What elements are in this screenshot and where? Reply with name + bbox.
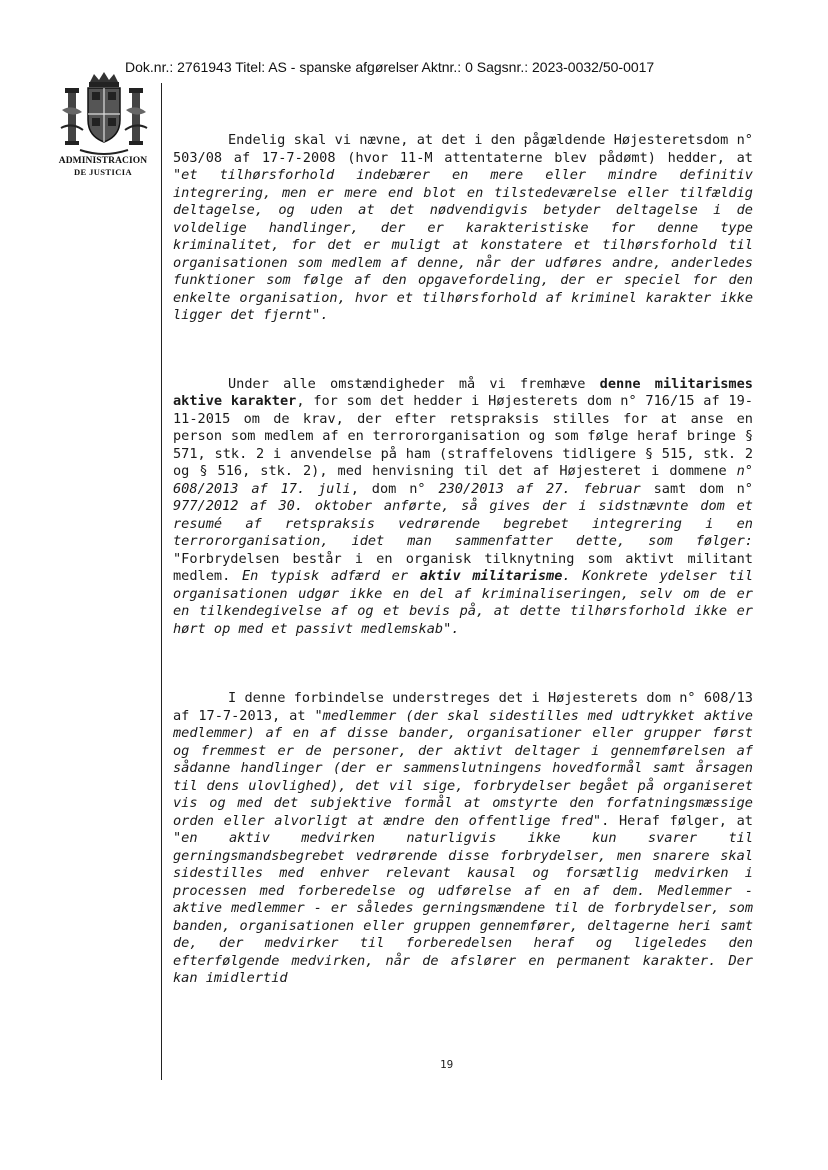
paragraph-2-italic-3: 977/2012 af 30. oktober anførte, så gives der i sidstnævnte dom et resumé af retspraksis vedrørende begrebet integrering i en terrororganisation, idet man sammenfatter dette, som følger:	[173, 498, 753, 549]
paragraph-2	[173, 376, 753, 639]
paragraph-3-text-1: I denne forbindelse understreges det i Højesterets dom n° 608/13 af 17-7-2013, at	[173, 690, 753, 724]
paragraph-2-bold-1: denne militarismes aktive karakter	[173, 375, 753, 409]
seal-line-1: ADMINISTRACION	[58, 156, 148, 166]
paragraph-2-text-2: , for som det hedder i Højesterets dom n° 716/15 af 19-11-2015 om de krav, der efter retspraksis stilles for at anse en person som medlem af en terrororganisation og som følge heraf bringe § 571, stk. 2 i anvendelse på ham (straffelovens tidligere § 515, stk. 2 og § 516, stk. 2), med henvisning til det af Højesteret i dommene	[173, 393, 753, 479]
paragraph-2-text-4: samt dom n°	[640, 480, 753, 497]
margin-rule	[161, 83, 162, 1080]
seal-line-2: DE JUSTICIA	[73, 167, 132, 177]
paragraph-1	[173, 132, 753, 325]
paragraph-2-text-5: "Forbrydelsen består i en organisk tilknytning som aktivt militant medlem.	[173, 550, 753, 584]
paragraph-2-bold-italic: aktiv militarisme	[419, 568, 563, 584]
paragraph-3-quote-1: "medlemmer (der skal sidestilles med udtrykket aktive medlemmer) af en af disse bander, organisationer eller grupper først og fremmest er de personer, der aktivt deltager i gennemførelsen af sådanne handlinger (der er sammenslutningens hovedformål samt årsagen til dens ulovlighed), det vil sige, forbrydelser begået på organiseret vis og med det subjektive formål at omstyrte den forfatningsmæssige orden eller alvorligt at ændre den offentlige fred"	[173, 707, 753, 829]
paragraph-2-italic-1: n° 608/2013 af 17. juli	[173, 463, 753, 497]
paragraph-3-quote-2: "en aktiv medvirken naturligvis ikke kun svarer til gerningsmandsbegrebet vedrørende disse forbrydelser, men snarere skal sidestilles med enhver relevant kausal og forsætlig medvirken i processen med forberedelse og udførelse af en af dem. Medlemmer - aktive medlemmer - er således gerningsmændene til de forbrydelser, som banden, organisationen eller gruppen gennemfører, deltagerne heri samt de, der medvirker til forberedelsen heraf og ligeledes den efterfølgende medvirken, når de afslører en permanent karakter. Der kan imidlertid	[173, 830, 753, 986]
page-number: 19	[440, 1058, 454, 1071]
paragraph-3-text-2: . Heraf følger, at	[601, 812, 753, 829]
page-body	[173, 132, 753, 988]
paragraph-2-italic-2: 230/2013 af 27. februar	[438, 480, 641, 497]
crown-shield-icon	[58, 70, 150, 160]
paragraph-3	[173, 690, 753, 988]
paragraph-2-italic-4: En typisk adfærd er	[242, 568, 420, 584]
paragraph-2-italic-5: . Konkrete ydelser til organisationen udgør ikke en del af kriminaliseringen, selv om de er en tilkendegivelse af og et bevis på, at dette tilhørsforhold ikke er hørt op med et passivt medlemskab".	[173, 568, 753, 637]
document-header-line: Dok.nr.: 2761943 Titel: AS - spanske afgørelser Aktnr.: 0 Sagsnr.: 2023-0032/50-0017	[125, 59, 655, 75]
paragraph-2-text-3: , dom n°	[350, 480, 439, 497]
paragraph-2-text-1: Under alle omstændigheder må vi fremhæve	[228, 375, 600, 392]
paragraph-1-quote: "et tilhørsforhold indebærer en mere eller mindre definitiv integrering, men er mere end blot en tilstedeværelse eller tilfældig deltagelse, og uden at det nødvendigvis betyder deltagelse i de voldelige handlinger, der er karakteristiske for denne type kriminalitet, for det er muligt at konstatere et tilhørsforhold til organisationen som medlem af denne, når der udføres andre, anderledes funktioner som følge af den opgavefordeling, der er speciel for den enkelte organisation, hvor et tilhørsforhold af kriminel karakter ikke ligger det fjernt".	[173, 167, 753, 323]
paragraph-1-text: Endelig skal vi nævne, at det i den pågældende Højesteretsdom n° 503/08 af 17-7-2008 (hvor 11-M attentaterne blev pådømt) hedder, at	[173, 132, 753, 166]
